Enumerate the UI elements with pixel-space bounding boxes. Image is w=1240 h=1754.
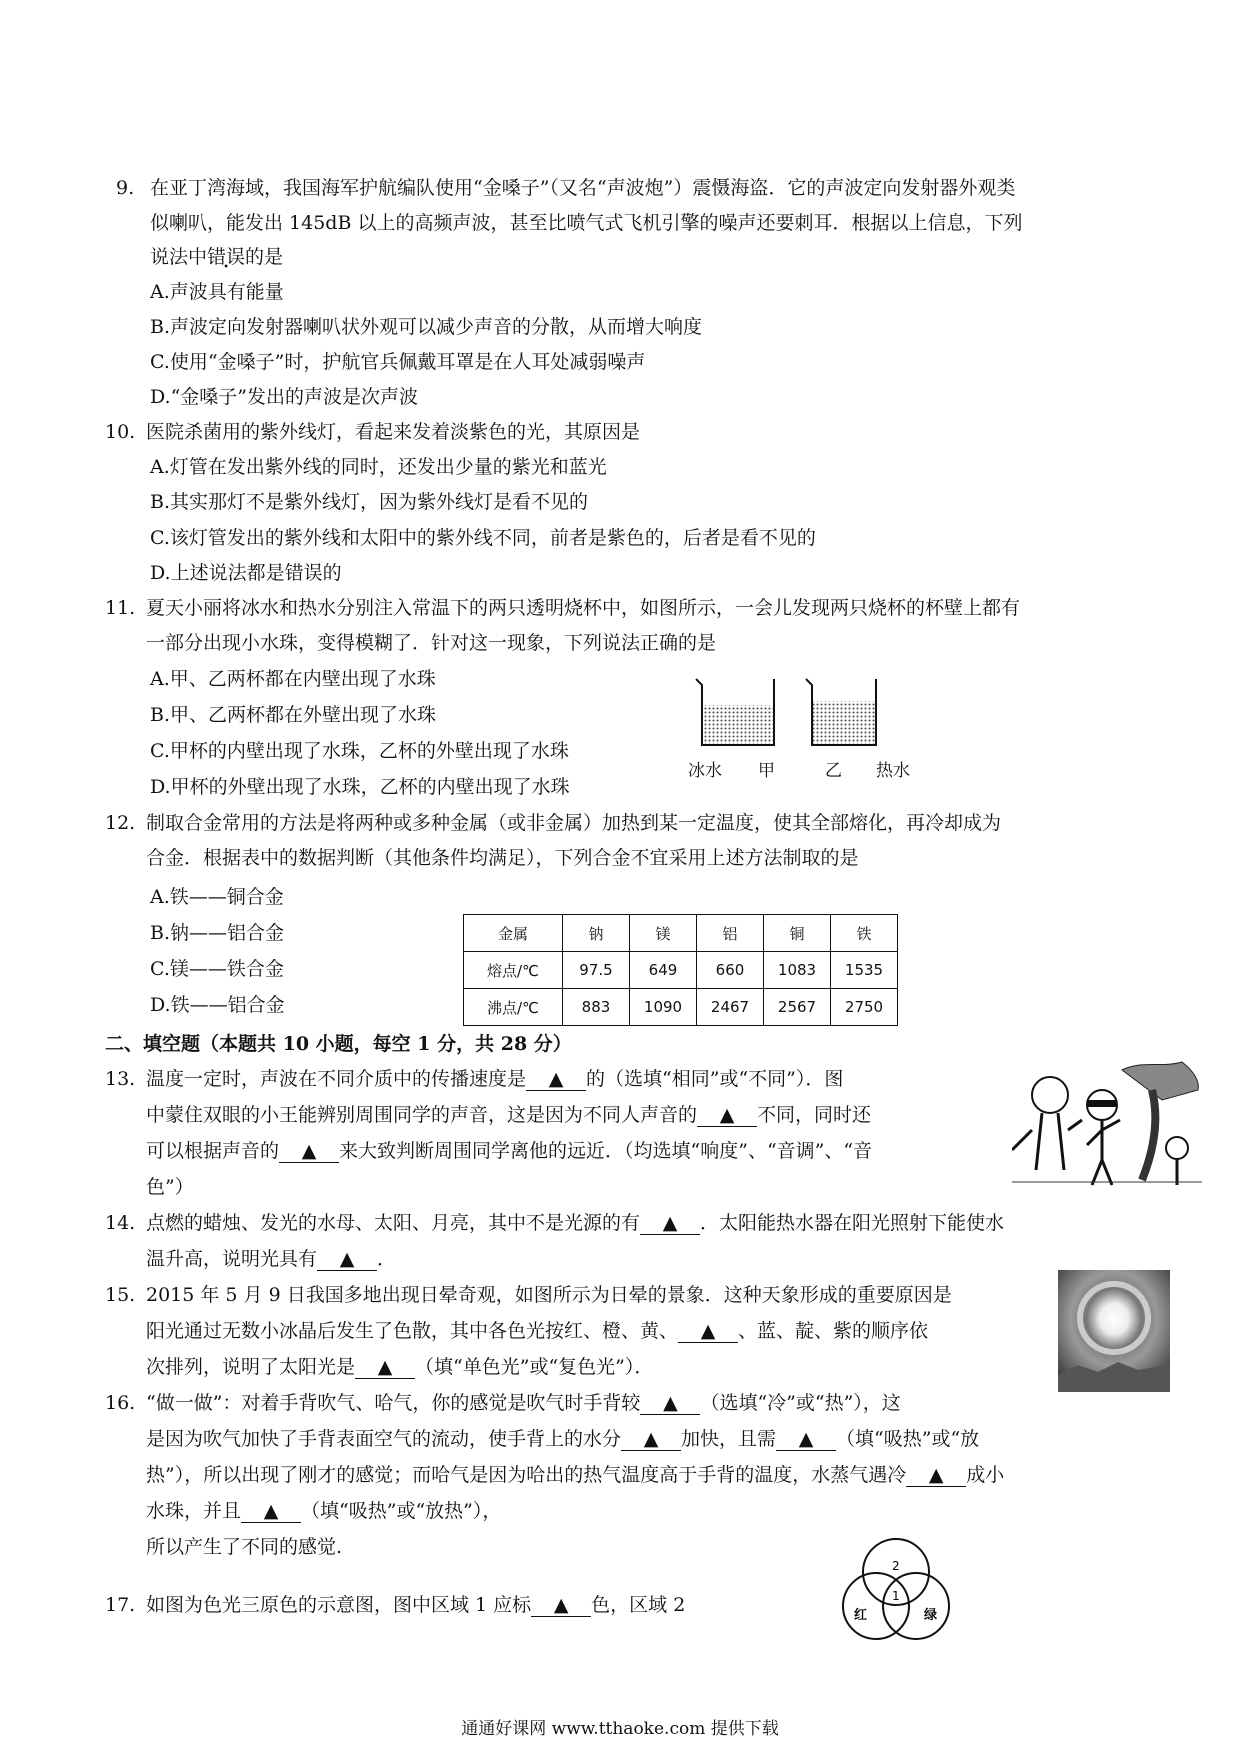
q13-line3: 可以根据声音的 ▲ 来大致判断周围同学离他的远近．（均选填“响度”、“音调”、“音	[146, 1140, 873, 1162]
table-row	[464, 952, 898, 989]
region-1-label: 1	[892, 1589, 900, 1603]
table-cell: 649	[630, 952, 697, 989]
q17-number: 17.	[105, 1594, 136, 1616]
q12-stem-line1: 制取合金常用的方法是将两种或多种金属（或非金属）加热到某一定温度，使其全部熔化，再冷却成为	[146, 812, 1002, 834]
q16-line3: 热”），所以出现了刚才的感觉；而哈气是因为哈出的热气温度高于手背的温度，水蒸气遇冷 ▲ 成小	[146, 1464, 1005, 1486]
green-label: 绿	[924, 1608, 938, 1623]
table-cell: 2567	[764, 989, 831, 1026]
q13-line2: 中蒙住双眼的小王能辨别周围同学的声音，这是因为不同人声音的 ▲ 不同，同时还	[146, 1104, 872, 1126]
table-cell: 沸点/℃	[464, 989, 563, 1026]
red-label: 红	[854, 1608, 868, 1623]
table-cell: 铝	[697, 915, 764, 952]
q15-line3: 次排列，说明了太阳光是 ▲ （填“单色光”或“复色光”）．	[146, 1356, 654, 1378]
q9-emphasis-wrong: 错误	[207, 246, 246, 268]
q9-stem-line3: 说法中错误的是	[150, 246, 284, 268]
three-primary-colors-diagram	[832, 1534, 960, 1646]
table-cell: 金属	[464, 915, 563, 952]
answer-blank[interactable]: ▲	[906, 1464, 966, 1487]
q13-number: 13.	[105, 1068, 136, 1090]
table-cell: 1535	[831, 952, 898, 989]
q15-number: 15.	[105, 1284, 136, 1306]
q14-line2: 温升高，说明光具有 ▲ ．	[146, 1248, 397, 1270]
sun-halo-photo	[1058, 1270, 1170, 1392]
q15-line2: 阳光通过无数小冰晶后发生了色散，其中各色光按红、橙、黄、 ▲ 、蓝、靛、紫的顺序依	[146, 1320, 929, 1342]
table-cell: 2467	[697, 989, 764, 1026]
q9-option-d: D.“金嗓子”发出的声波是次声波	[150, 386, 419, 408]
footer-source: 通通好课网 www.tthaoke.com 提供下载	[461, 1719, 779, 1739]
q12-stem-line2: 合金．根据表中的数据判断（其他条件均满足），下列合金不宜采用上述方法制取的是	[146, 847, 859, 869]
q11-option-d: D.甲杯的外壁出现了水珠，乙杯的内壁出现了水珠	[150, 776, 570, 798]
q10-option-d: D.上述说法都是错误的	[150, 562, 342, 584]
answer-blank[interactable]: ▲	[317, 1248, 377, 1271]
answer-blank[interactable]: ▲	[640, 1212, 700, 1235]
answer-blank[interactable]: ▲	[279, 1140, 339, 1163]
q11-number: 11.	[105, 597, 136, 619]
beaker-yi	[806, 679, 876, 745]
q10-number: 10.	[105, 421, 136, 443]
answer-blank[interactable]: ▲	[697, 1104, 757, 1127]
q12-option-b: B.钠——铝合金	[150, 922, 285, 944]
answer-blank[interactable]: ▲	[776, 1428, 836, 1451]
table-cell: 钠	[563, 915, 630, 952]
q9-stem-line1: 在亚丁湾海域，我国海军护航编队使用“金嗓子”（又名“声波炮”）震慑海盗．它的声波定向发射器外观类	[150, 177, 1016, 199]
q9-number: 9.	[116, 177, 135, 199]
metal-properties-table	[463, 914, 898, 1026]
table-header-row	[464, 915, 898, 952]
q14-number: 14.	[105, 1212, 136, 1234]
answer-blank[interactable]: ▲	[678, 1320, 738, 1343]
answer-blank[interactable]: ▲	[531, 1594, 591, 1617]
table-cell: 1083	[764, 952, 831, 989]
beakers-figure	[688, 675, 920, 755]
q9-option-b: B.声波定向发射器喇叭状外观可以减少声音的分散，从而增大响度	[150, 316, 703, 338]
beaker-jia	[696, 679, 774, 745]
table-cell: 1090	[630, 989, 697, 1026]
q12-option-c: C.镁——铁合金	[150, 958, 284, 980]
table-cell: 熔点/℃	[464, 952, 563, 989]
q11-stem-line1: 夏天小丽将冰水和热水分别注入常温下的两只透明烧杯中，如图所示，一会儿发现两只烧杯的杯壁上都有	[146, 597, 1021, 619]
table-cell: 2750	[831, 989, 898, 1026]
q9-option-c: C.使用“金嗓子”时，护航官兵佩戴耳罩是在人耳处减弱噪声	[150, 351, 646, 373]
q10-option-b: B.其实那灯不是紫外线灯，因为紫外线灯是看不见的	[150, 491, 589, 513]
q10-option-c: C.该灯管发出的紫外线和太阳中的紫外线不同，前者是紫色的，后者是看不见的	[150, 527, 816, 549]
label-hot-water: 热水	[876, 761, 910, 781]
table-cell: 883	[563, 989, 630, 1026]
q17-line1: 如图为色光三原色的示意图，图中区域 1 应标 ▲ 色，区域 2	[146, 1594, 686, 1616]
answer-blank[interactable]: ▲	[355, 1356, 415, 1379]
q12-option-a: A.铁——铜合金	[150, 886, 284, 908]
label-jia: 甲	[758, 761, 775, 781]
q15-line1: 2015 年 5 月 9 日我国多地出现日晕奇观，如图所示为日晕的景象．这种天象形成的重要原因是	[146, 1284, 952, 1306]
answer-blank[interactable]: ▲	[640, 1392, 700, 1415]
answer-blank[interactable]: ▲	[621, 1428, 681, 1451]
q9-stem-line2: 似喇叭，能发出 145dB 以上的高频声波，甚至比喷气式飞机引擎的噪声还要刺耳．根据以上信息，下列	[150, 212, 1023, 234]
q12-option-d: D.铁——铝合金	[150, 994, 285, 1016]
q16-line4: 水珠，并且 ▲ （填“吸热”或“放热”），	[146, 1500, 502, 1522]
q13-line1: 温度一定时，声波在不同介质中的传播速度是 ▲ 的（选填“相同”或“不同”）．图	[146, 1068, 844, 1090]
table-cell: 97.5	[563, 952, 630, 989]
q10-option-a: A.灯管在发出紫外线的同时，还发出少量的紫光和蓝光	[150, 456, 607, 478]
q16-line1: “做一做”：对着手背吹气、哈气，你的感觉是吹气时手背较 ▲ （选填“冷”或“热”），这	[146, 1392, 901, 1414]
q16-line5: 所以产生了不同的感觉.	[146, 1536, 343, 1558]
q13-line4: 色”）	[146, 1176, 194, 1198]
answer-blank[interactable]: ▲	[526, 1068, 586, 1091]
blindfold-cartoon-figure	[1012, 1060, 1202, 1188]
q11-stem-line2: 一部分出现小水珠，变得模糊了．针对这一现象，下列说法正确的是	[146, 632, 717, 654]
q10-stem: 医院杀菌用的紫外线灯，看起来发着淡紫色的光，其原因是	[146, 421, 641, 443]
circle-red	[843, 1573, 909, 1639]
q16-line2: 是因为吹气加快了手背表面空气的流动，使手背上的水分 ▲ 加快，且需 ▲ （填“吸热”或“放	[146, 1428, 980, 1450]
label-ice-water: 冰水	[688, 761, 722, 781]
table-row	[464, 989, 898, 1026]
section-heading-fill-in: 二、填空题（本题共 10 小题，每空 1 分，共 28 分）	[105, 1033, 572, 1055]
q16-number: 16.	[105, 1392, 136, 1414]
q9-option-a: A.声波具有能量	[150, 281, 284, 303]
table-cell: 铜	[764, 915, 831, 952]
label-yi: 乙	[825, 761, 842, 781]
q11-option-b: B.甲、乙两杯都在外壁出现了水珠	[150, 704, 437, 726]
q12-number: 12.	[105, 812, 136, 834]
q14-line1: 点燃的蜡烛、发光的水母、太阳、月亮，其中不是光源的有 ▲ ．太阳能热水器在阳光照射下能使水	[146, 1212, 1005, 1234]
q11-option-a: A.甲、乙两杯都在内壁出现了水珠	[150, 668, 436, 690]
circle-green	[883, 1573, 949, 1639]
table-cell: 镁	[630, 915, 697, 952]
table-cell: 660	[697, 952, 764, 989]
q11-option-c: C.甲杯的内壁出现了水珠，乙杯的外壁出现了水珠	[150, 740, 569, 762]
table-cell: 铁	[831, 915, 898, 952]
answer-blank[interactable]: ▲	[241, 1500, 301, 1523]
region-2-label: 2	[892, 1559, 900, 1573]
